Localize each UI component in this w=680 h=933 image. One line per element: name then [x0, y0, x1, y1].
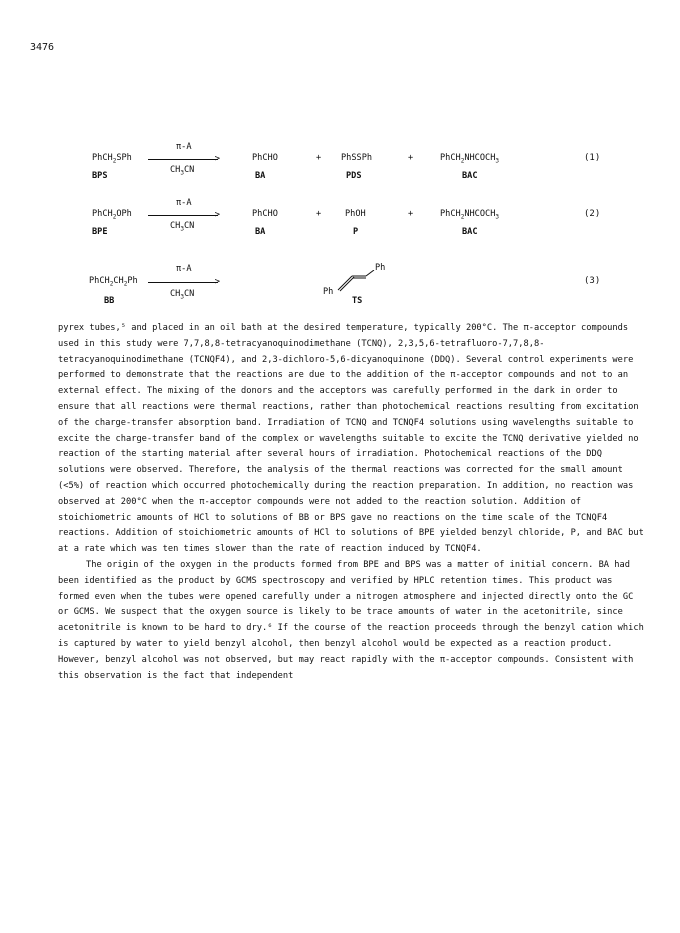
body-text	[58, 321, 648, 684]
reactant: PhCH$_2$OPh	[92, 209, 132, 221]
product-label: BA	[255, 171, 266, 181]
product: PhCHO	[252, 209, 278, 219]
reaction-arrow: >	[148, 275, 218, 291]
plus-sign: +	[408, 209, 414, 219]
reactant-label: BPS	[92, 171, 108, 181]
reactant: $PhCH_2CH_2Ph$	[89, 276, 138, 288]
product: $PhCH_2NHCOCH_3$	[440, 153, 499, 165]
product-label: BAC	[462, 171, 478, 181]
reaction-arrow: >	[148, 208, 218, 224]
equation-number: (3)	[584, 276, 601, 286]
product-label: BA	[255, 227, 266, 237]
product: $PhCH_2NHCOCH_3$	[440, 209, 499, 221]
reactant-label: BB	[104, 296, 115, 306]
equation-number: (1)	[584, 153, 601, 163]
plus-sign: +	[408, 153, 414, 163]
paragraph: pyrex tubes,⁵ and placed in an oil bath at the desired temperature, typically 200°C. The π-acceptor compounds used in this study were 7,7,8,8-tetracyanoquinodimethane (TCNQ), 2,3,5,6-tetrafluoro-7,7,8,8-tetracyanoquinodimethane (TCNQF4), and 2,3-dichloro-5,6-dicyanoquinone (DDQ). Several control experiments were performed to demonstrate that the reactions are due to the addition of the π-acceptor compounds and not to an external effect. The mixing of the donors and the acceptors was carefully performed in the dark in order to ensure that all reactions were thermal reactions, rather than photochemical reactions resulting from excitation of the charge-transfer absorption band. Irradiation of TCNQ and TCNQF4 solutions using wavelengths suitable to excite the charge-transfer band of the complex or wavelengths suitable to excite the TCNQ derivative yielded no reaction of the starting material after several hours of irradiation. Photochemical reactions of the DDQ solutions were observed. Therefore, the analysis of the thermal reactions was corrected for the small amount (<5%) of reaction which occurred photochemically during the reaction preparation. In addition, no reaction was observed at 200°C when the π-acceptor compounds were not added to the reaction solution. Addition of stoichiometric amounts of HCl to solutions of BB or BPS gave no reactions on the time scale of the TCNQF4 reactions. Addition of stoichiometric amounts of HCl to solutions of BPE yielded benzyl chloride, P, and BAC but at a rate which was ten times slower than the rate of reaction induced by TCNQF4.	[58, 323, 644, 555]
reagent-bottom: $CH_3CN$	[170, 289, 195, 301]
phenyl-group: Ph	[375, 263, 386, 273]
phenyl-group: Ph	[323, 287, 334, 297]
paragraph: The origin of the oxygen in the products formed from BPE and BPS was a matter of initial concern. BA had been identified as the product by GCMS spectroscopy and verified by HPLC retention times. This product was formed even when the tubes were opened carefully under a nitrogen atmosphere and injected directly onto the GC or GCMS. We suspect that the oxygen source is likely to be trace amounts of water in the acetonitrile, since acetonitrile is known to be hard to dry.⁶ If the course of the reaction proceeds through the benzyl cation which is captured by water to yield benzyl alcohol, then benzyl alcohol would be expected as a reaction product. However, benzyl alcohol was not observed, but may react rapidly with the π-acceptor compounds. Consistent with this observation is the fact that independent	[58, 559, 644, 681]
reactant: PhCH$_2$SPh	[92, 153, 132, 165]
reagent-bottom: $CH_3CN$	[170, 221, 195, 233]
reagent-top: π-A	[176, 142, 192, 152]
reactant-label: BPE	[92, 227, 108, 237]
product: PhOH	[345, 209, 366, 219]
plus-sign: +	[316, 209, 322, 219]
product: PhCHO	[252, 153, 278, 163]
product-label: PDS	[346, 171, 362, 181]
product: PhSSPh	[341, 153, 373, 163]
equation-number: (2)	[584, 209, 601, 219]
reagent-top: π-A	[176, 198, 192, 208]
stilbene-structure	[336, 270, 376, 292]
reaction-arrow: >	[148, 152, 218, 168]
product-label: P	[353, 227, 359, 237]
plus-sign: +	[316, 153, 322, 163]
product-label: TS	[352, 296, 363, 306]
product-label: BAC	[462, 227, 478, 237]
page-number: 3476	[30, 42, 55, 53]
reagent-top: π-A	[176, 264, 192, 274]
reagent-bottom: $CH_3CN$	[170, 165, 195, 177]
